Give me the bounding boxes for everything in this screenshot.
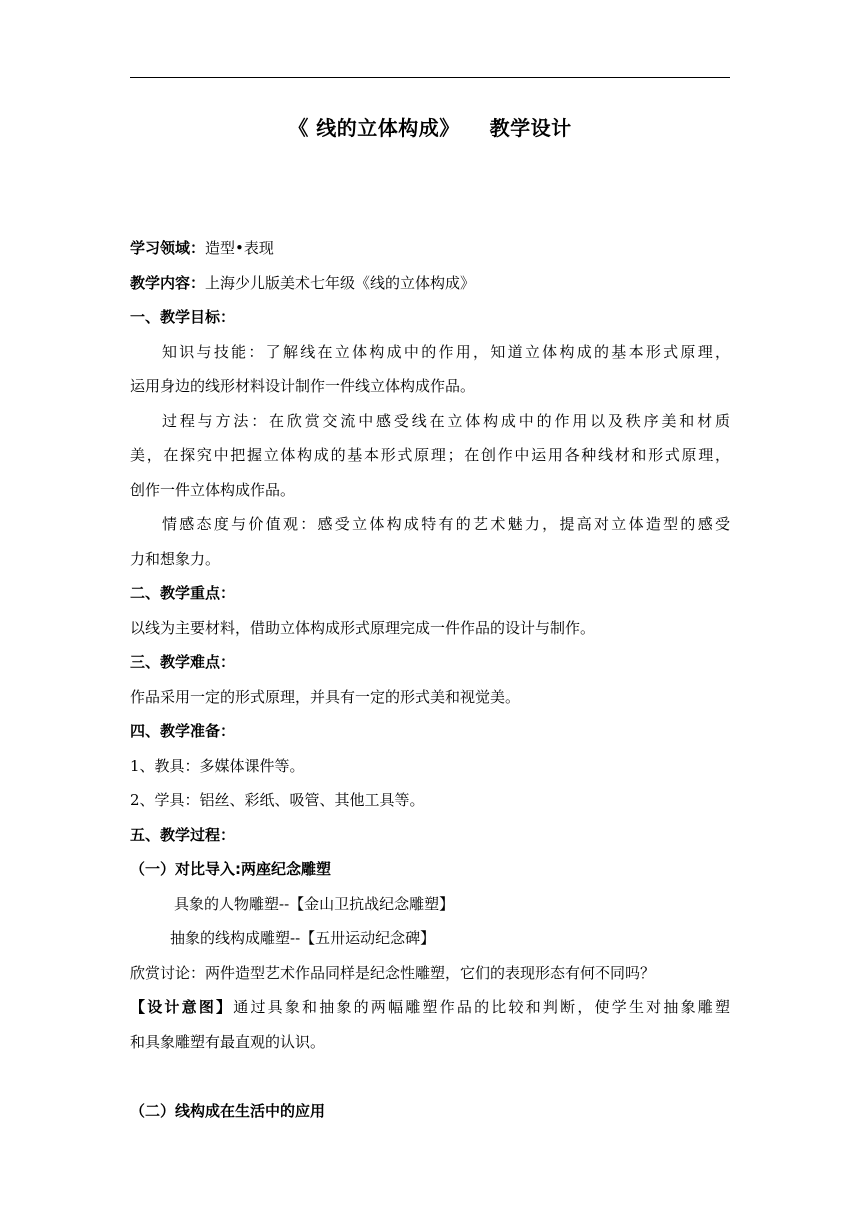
process-subheading-1: （一）对比导入:两座纪念雕塑 [130,860,331,878]
content-value: 上海少儿版美术七年级《线的立体构成》 [205,273,476,292]
content-label: 教学内容： [130,273,206,292]
objective-knowledge-line-1: 知识与技能：了解线在立体构成中的作用，知道立体构成的基本形式原理， [162,342,730,361]
objective-knowledge-line-2: 运用身边的线形材料设计制作一件线立体构成作品。 [130,377,476,395]
process-sub1-line-1: 具象的人物雕塑--【金山卫抗战纪念雕塑】 [174,894,455,913]
field-line [130,231,730,266]
section-heading-difficulties: 三、教学难点： [130,653,236,671]
design-intent-line-2: 和具象雕塑有最直观的认识。 [130,1032,326,1051]
section-heading-process: 五、教学过程： [130,825,236,844]
design-intent-line-1 [130,990,730,1025]
blank-line [130,1059,730,1094]
preparation-item-1: 1、教具：多媒体课件等。 [130,756,305,775]
header-rule [130,77,730,78]
section-heading-preparation: 四、教学准备： [130,722,236,740]
section-heading-key-points: 二、教学重点： [130,584,236,602]
field-label: 学习领域： [130,239,206,257]
section-heading-objectives: 一、教学目标： [130,308,236,326]
content-line [130,266,730,301]
document-body [130,231,730,1128]
field-value: 造型•表现 [205,239,274,257]
key-points-text: 以线为主要材料，借助立体构成形式原理完成一件作品的设计与制作。 [130,618,596,637]
discussion-line: 欣赏讨论：两件造型艺术作品同样是纪念性雕塑，它们的表现形态有何不同吗？ [130,963,656,982]
process-subheading-2: （二）线构成在生活中的应用 [130,1101,326,1120]
objective-emotion-line-2: 力和想象力。 [130,549,221,568]
objective-process-line-1: 过程与方法：在欣赏交流中感受线在立体构成中的作用以及秩序美和材质 [162,411,730,430]
design-intent-label: 【设计意图】 [130,998,234,1016]
objective-process-line-3: 创作一件立体构成作品。 [130,480,296,499]
difficulties-text: 作品采用一定的形式原理，并具有一定的形式美和视觉美。 [130,687,521,706]
objective-emotion-line-1: 情感态度与价值观：感受立体构成特有的艺术魅力，提高对立体造型的感受 [162,515,730,533]
design-intent-text: 通过具象和抽象的两幅雕塑作品的比较和判断，使学生对抽象雕塑 [233,998,730,1016]
document-title: 《 线的立体构成》 教学设计 [288,116,572,140]
process-sub1-line-2: 抽象的线构成雕塑--【五卅运动纪念碑】 [170,929,436,947]
objective-process-line-2: 美，在探究中把握立体构成的基本形式原理；在创作中运用各种线材和形式原理， [130,446,730,464]
preparation-item-2: 2、学具：铝丝、彩纸、吸管、其他工具等。 [130,791,425,809]
